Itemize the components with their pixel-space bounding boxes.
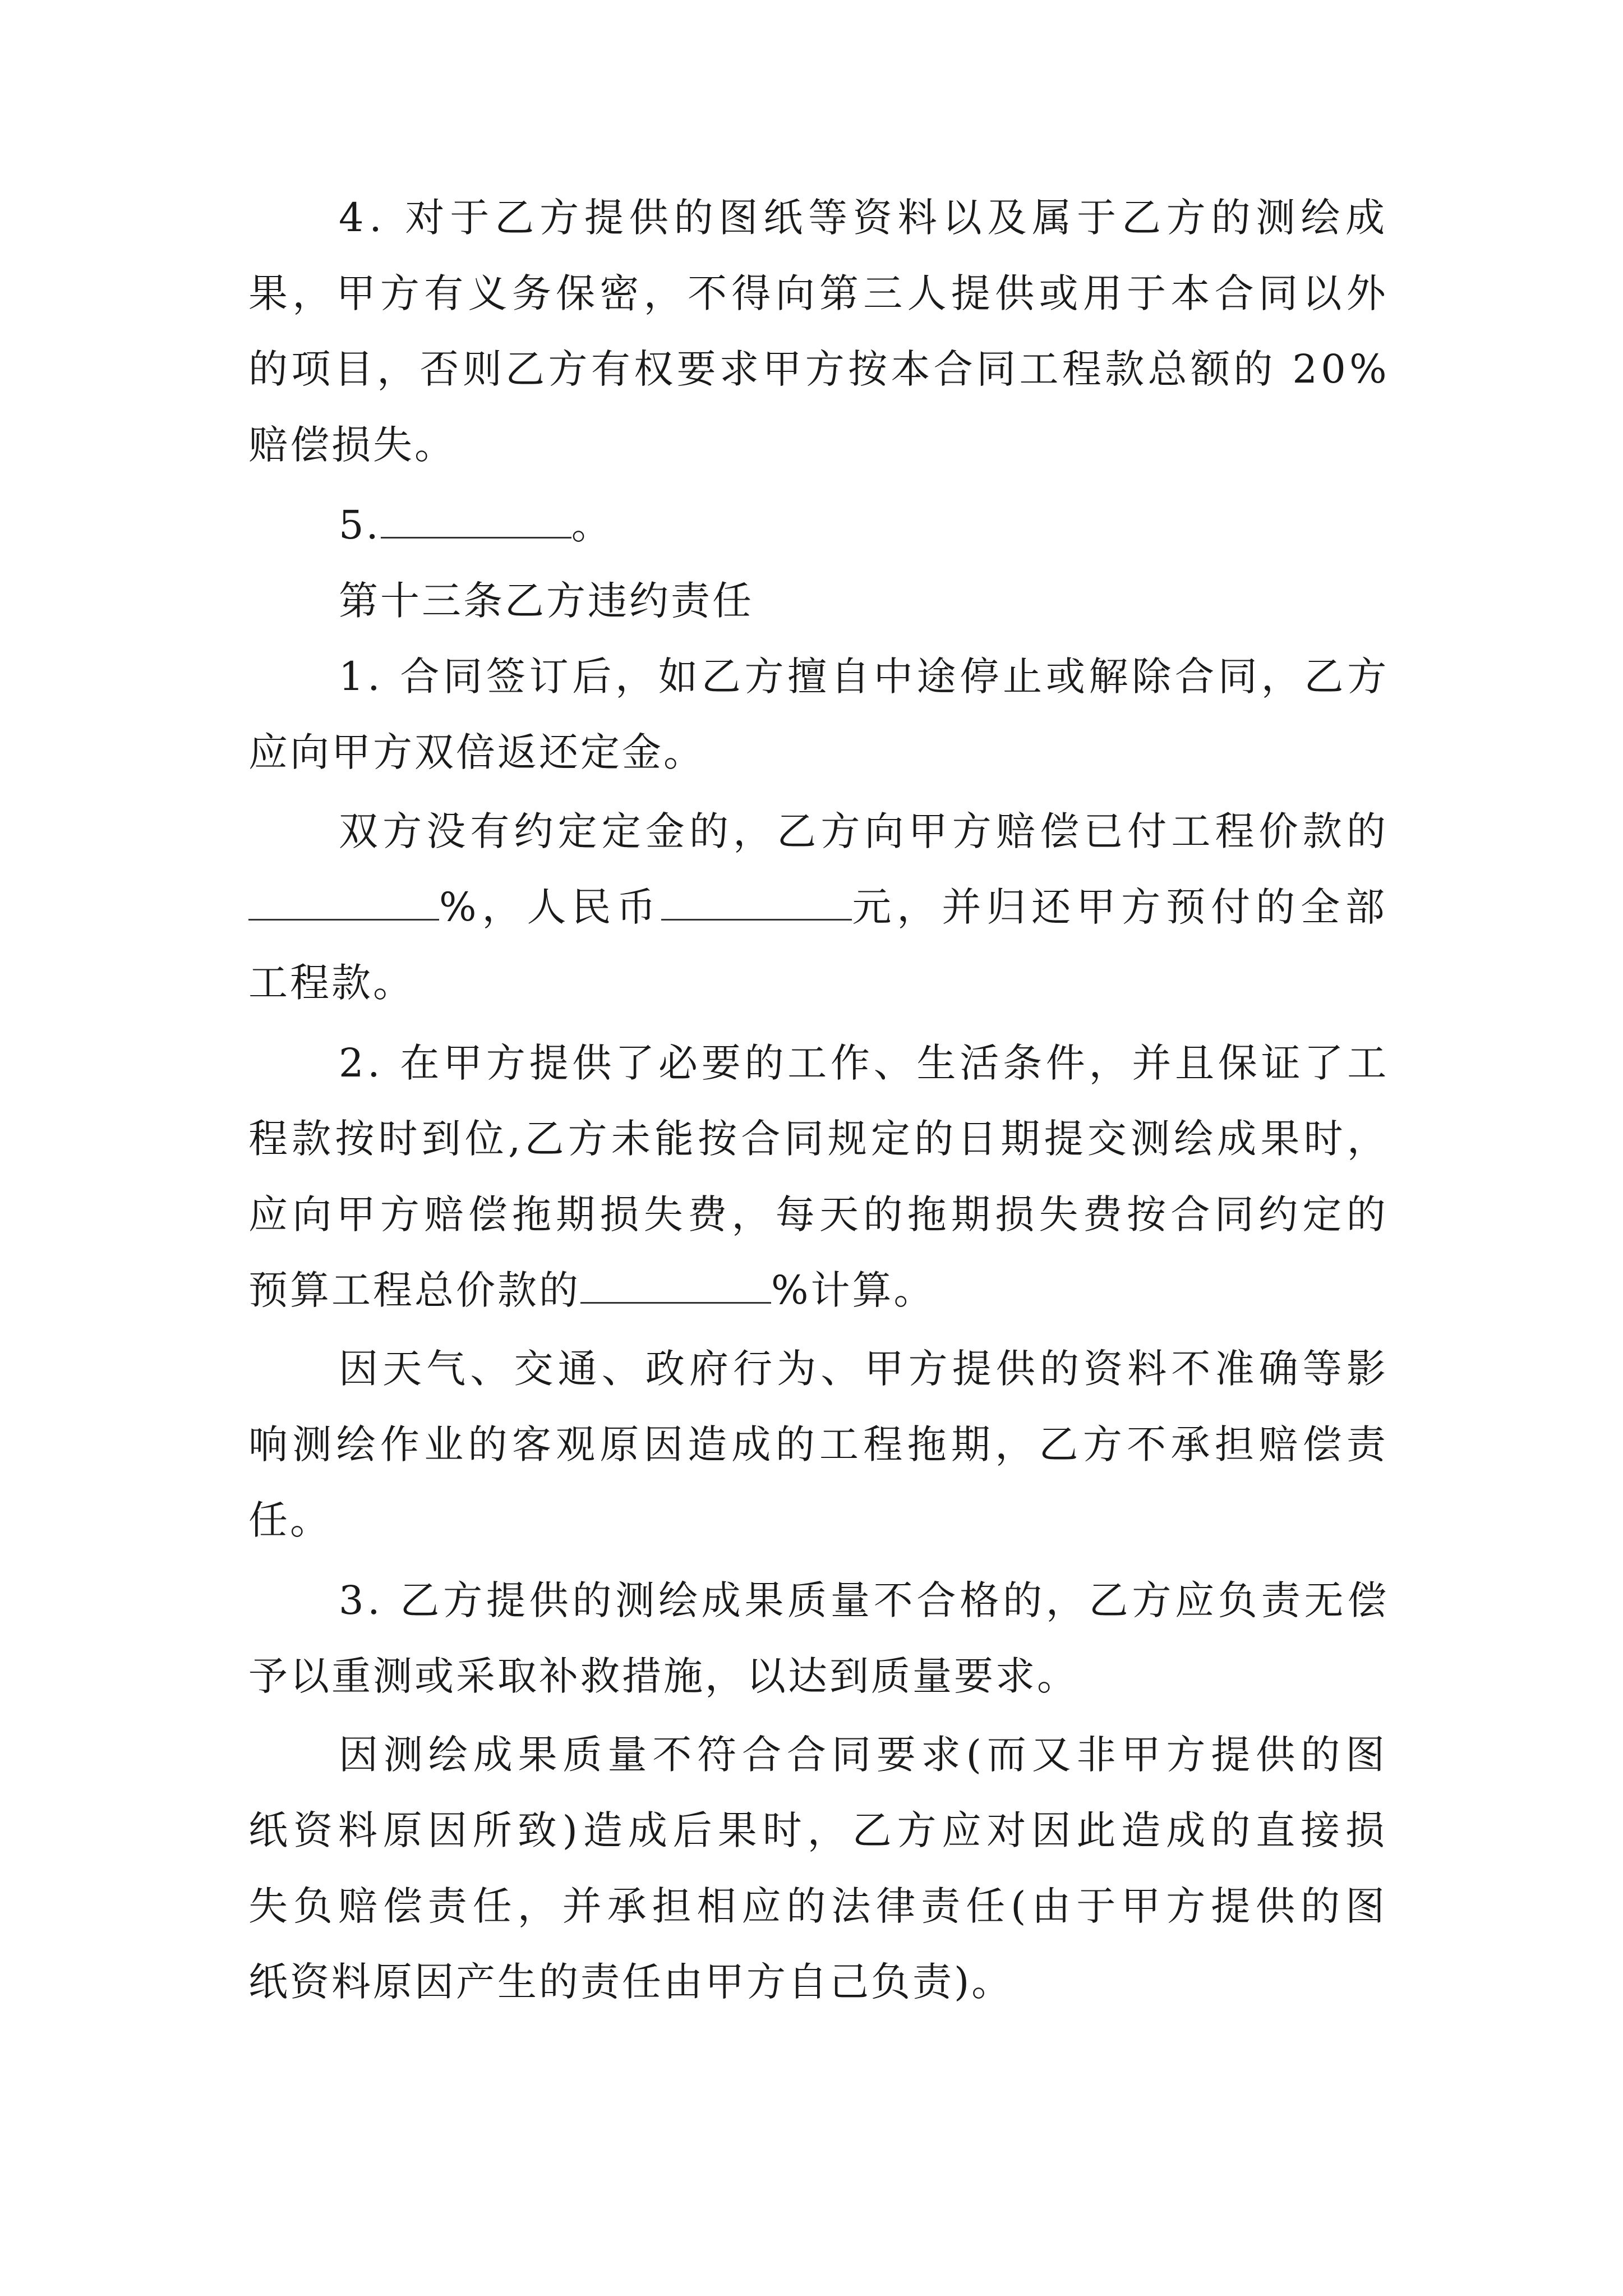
paragraph-9-line-4: 纸资料原因产生的责任由甲方自己负责)。 <box>248 1959 1013 2005</box>
paragraph-6-line-4: 预算工程总价款的 %计算。 <box>248 1267 935 1313</box>
paragraph-7-line-1: 因天气、交通、政府行为、甲方提供的资料不准确等影 <box>339 1346 1390 1392</box>
paragraph-5-line-3: 工程款。 <box>248 960 414 1006</box>
paragraph-1-line-3: 的项目，否则乙方有权要求甲方按本合同工程款总额的 20% <box>248 346 1390 392</box>
fill-in-blank <box>661 884 852 921</box>
article-13-heading: 第十三条乙方违约责任 <box>339 578 754 624</box>
paragraph-5-line-2: %，人民币 元，并归还甲方预付的全部 <box>248 879 1390 935</box>
paragraph-7-line-2: 响测绘作业的客观原因造成的工程拖期，乙方不承担赔偿责 <box>248 1421 1390 1467</box>
paragraph-8-line-1: 3. 乙方提供的测绘成果质量不合格的，乙方应负责无偿 <box>339 1577 1390 1623</box>
paragraph-7-line-3: 任。 <box>248 1497 331 1543</box>
paragraph-5-line-1: 双方没有约定定金的，乙方向甲方赔偿已付工程价款的 <box>339 808 1390 854</box>
fill-in-blank <box>381 502 571 539</box>
paragraph-6-line-2: 程款按时到位,乙方未能按合同规定的日期提交测绘成果时， <box>248 1116 1390 1162</box>
paragraph-6-line-1: 2. 在甲方提供了必要的工作、生活条件，并且保证了工 <box>339 1040 1390 1086</box>
paragraph-9-line-1: 因测绘成果质量不符合合同要求(而又非甲方提供的图 <box>339 1732 1390 1778</box>
paragraph-1-line-1: 4. 对于乙方提供的图纸等资料以及属于乙方的测绘成 <box>339 195 1390 241</box>
paragraph-2-line-1: 5. 。 <box>339 502 613 548</box>
paragraph-6-line-3: 应向甲方赔偿拖期损失费，每天的拖期损失费按合同约定的 <box>248 1191 1390 1237</box>
paragraph-4-line-1: 1. 合同签订后，如乙方擅自中途停止或解除合同，乙方 <box>339 654 1390 700</box>
fill-in-blank <box>248 884 439 921</box>
paragraph-4-line-2: 应向甲方双倍返还定金。 <box>248 729 705 775</box>
fill-in-blank <box>580 1267 771 1304</box>
paragraph-9-line-3: 失负赔偿责任，并承担相应的法律责任(由于甲方提供的图 <box>248 1883 1390 1929</box>
paragraph-1-line-4: 赔偿损失。 <box>248 422 456 468</box>
paragraph-9-line-2: 纸资料原因所致)造成后果时，乙方应对因此造成的直接损 <box>248 1807 1390 1853</box>
paragraph-8-line-2: 予以重测或采取补救措施，以达到质量要求。 <box>248 1653 1078 1699</box>
paragraph-1-line-2: 果，甲方有义务保密，不得向第三人提供或用于本合同以外 <box>248 270 1390 316</box>
